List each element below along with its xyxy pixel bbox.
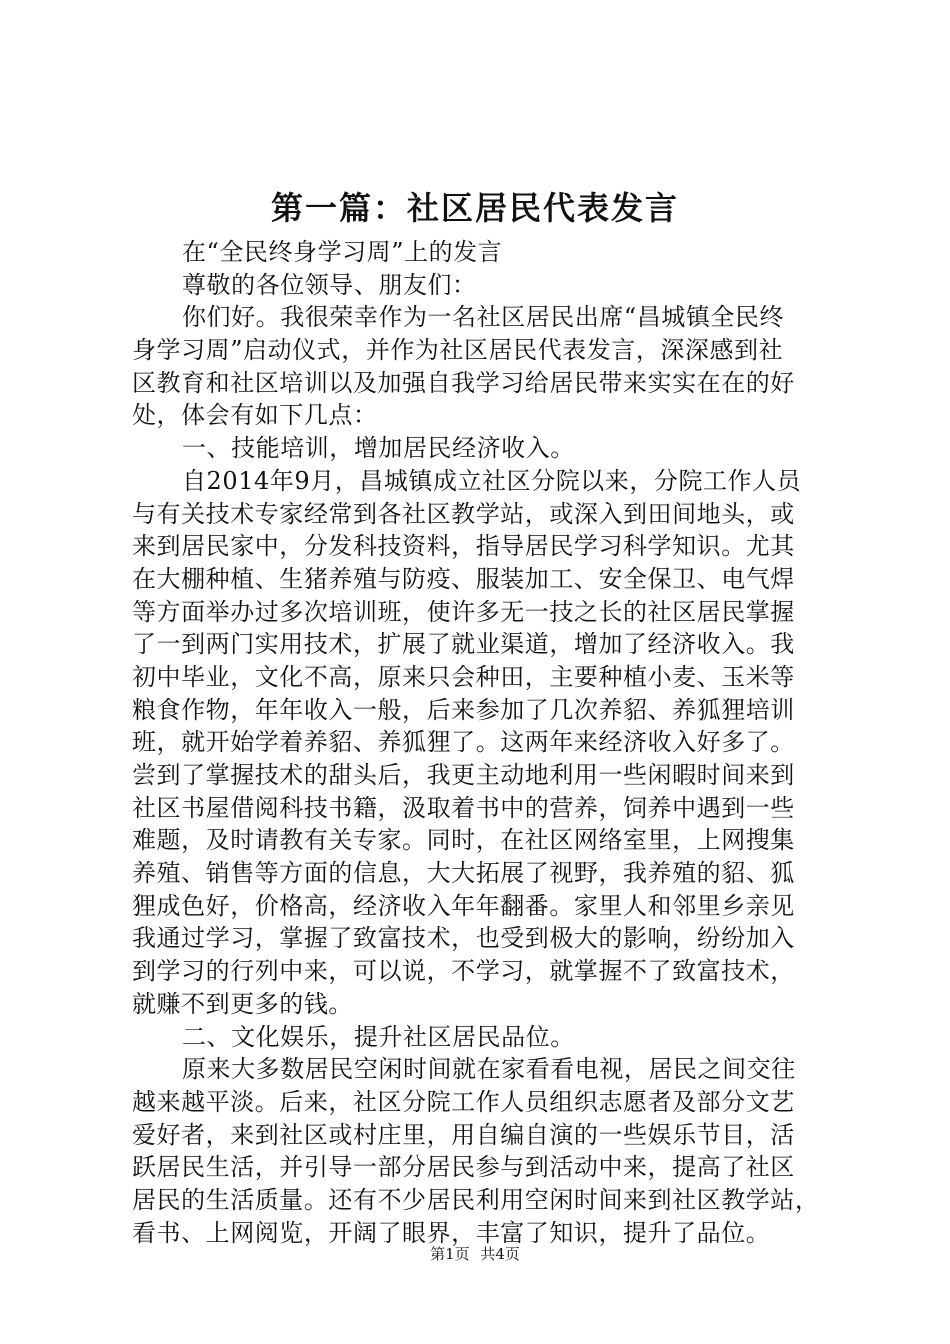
text-line: 原来大多数居民空闲时间就在家看看电视，居民之间交往 xyxy=(182,1055,796,1084)
text-line: 与有关技术专家经常到各社区教学站，或深入到田间地头，或 xyxy=(132,499,795,528)
text-line: 到学习的行列中来，可以说，不学习，就掌握不了致富技术， xyxy=(132,957,795,986)
text-line: 在大棚种植、生猪养殖与防疫、服装加工、安全保卫、电气焊 xyxy=(132,564,795,593)
text-line: 越来越平淡。后来，社区分院工作人员组织志愿者及部分文艺 xyxy=(132,1087,795,1116)
text-line: 初中毕业，文化不高，原来只会种田，主要种植小麦、玉米等 xyxy=(132,662,795,691)
text-line: 处，体会有如下几点： xyxy=(132,401,378,430)
text-line: 狸成色好，价格高，经济收入年年翻番。家里人和邻里乡亲见 xyxy=(132,891,795,920)
text-line: 自2014年9月，昌城镇成立社区分院以来，分院工作人员 xyxy=(182,466,802,495)
document-title: 第一篇：社区居民代表发言 xyxy=(270,189,679,227)
document-body xyxy=(132,236,832,1249)
page-total: 共4页 xyxy=(480,1245,520,1263)
text-line: 社区书屋借阅科技书籍，汲取着书中的营养，饲养中遇到一些 xyxy=(132,793,795,822)
text-line: 爱好者，来到社区或村庄里，用自编自演的一些娱乐节目，活 xyxy=(132,1120,795,1149)
text-line: 尊敬的各位领导、朋友们： xyxy=(182,270,477,299)
text-line: 你们好。我很荣幸作为一名社区居民出席“昌城镇全民终 xyxy=(182,303,785,332)
text-line: 区教育和社区培训以及加强自我学习给居民带来实实在在的好 xyxy=(132,368,795,397)
text-line: 来到居民家中，分发科技资料，指导居民学习科学知识。尤其 xyxy=(132,532,795,561)
text-line: 一、技能培训，增加居民经济收入。 xyxy=(182,434,575,463)
text-line: 了一到两门实用技术，扩展了就业渠道，增加了经济收入。我 xyxy=(132,630,795,659)
page-number: 第1页 xyxy=(430,1245,470,1263)
text-line: 就赚不到更多的钱。 xyxy=(132,989,353,1018)
text-line: 身学习周”启动仪式，并作为社区居民代表发言，深深感到社 xyxy=(132,336,784,365)
text-line: 班，就开始学着养貂、养狐狸了。这两年来经济收入好多了。 xyxy=(132,728,795,757)
text-line: 我通过学习，掌握了致富技术，也受到极大的影响，纷纷加入 xyxy=(132,924,795,953)
text-line: 养殖、销售等方面的信息，大大拓展了视野，我养殖的貂、狐 xyxy=(132,859,795,888)
text-line: 尝到了掌握技术的甜头后，我更主动地利用一些闲暇时间来到 xyxy=(132,761,795,789)
text-line: 跃居民生活，并引导一部分居民参与到活动中来，提高了社区 xyxy=(132,1153,795,1182)
text-line: 看书、上网阅览，开阔了眼界，丰富了知识，提升了品位。 xyxy=(132,1218,771,1247)
text-line: 二、文化娱乐，提升社区居民品位。 xyxy=(182,1022,575,1051)
text-line: 等方面举办过多次培训班，使许多无一技之长的社区居民掌握 xyxy=(132,597,795,626)
text-line: 在“全民终身学习周”上的发言 xyxy=(182,238,503,266)
text-line: 难题，及时请教有关专家。同时，在社区网络室里，上网搜集 xyxy=(132,826,795,855)
page-footer xyxy=(0,1244,950,1264)
text-line: 居民的生活质量。还有不少居民利用空闲时间来到社区教学站， xyxy=(132,1185,820,1214)
text-line: 粮食作物，年年收入一般，后来参加了几次养貂、养狐狸培训 xyxy=(132,695,795,724)
